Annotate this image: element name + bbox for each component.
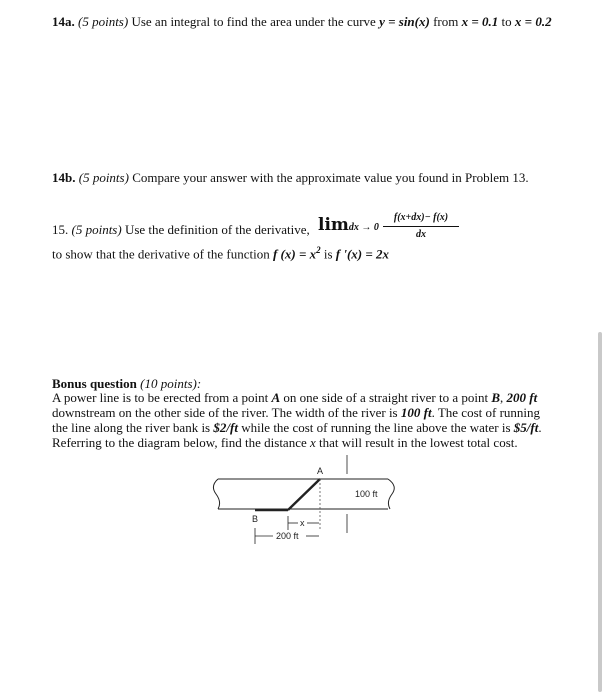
river-left-break xyxy=(213,479,219,509)
river-diagram xyxy=(200,450,410,550)
text-run: A power line is to be erected from a point xyxy=(52,390,272,405)
text-run: x xyxy=(310,435,316,450)
fraction-bar xyxy=(383,226,459,227)
distance-label: 200 ft xyxy=(276,531,299,541)
problem-14a-points: (5 points) xyxy=(78,14,129,29)
bonus-line-3 xyxy=(52,420,542,435)
text-run: on one side of a straight river to a point xyxy=(280,390,492,405)
problem-15-number: 15. xyxy=(52,222,69,237)
problem-14a-text-2: from xyxy=(433,14,459,29)
problem-14a-x-to: x = 0.2 xyxy=(514,14,552,29)
text-run: , xyxy=(500,390,507,405)
problem-15-text-1: Use the definition of the derivative, xyxy=(124,222,310,237)
scrollbar[interactable] xyxy=(598,332,602,692)
derivative-numerator: f(x+dx)− f(x) xyxy=(393,212,449,223)
text-run: while the cost of running the line above the water is xyxy=(237,420,514,435)
width-label: 100 ft xyxy=(355,489,378,499)
problem-14b-number: 14b. xyxy=(52,170,76,185)
text-run: $5/ft xyxy=(513,420,539,435)
problem-14a-text-1: Use an integral to find the area under the curve xyxy=(131,14,376,29)
text-run: 100 ft xyxy=(400,405,432,420)
point-b-label: B xyxy=(252,514,259,524)
bonus-line-2 xyxy=(52,405,540,420)
problem-14a-equation: y = sin(x) xyxy=(379,14,430,29)
bonus-line-4 xyxy=(52,435,518,450)
problem-15-text-2: to show that the derivative of the function xyxy=(52,246,270,262)
power-line-crossing xyxy=(288,479,320,510)
problem-14b xyxy=(52,170,529,185)
text-run: . xyxy=(538,420,542,435)
bonus-heading xyxy=(52,376,201,391)
text-run: $2/ft xyxy=(213,420,238,435)
river-right-break xyxy=(388,479,394,509)
problem-15-points: (5 points) xyxy=(71,222,122,237)
problem-14b-text: Compare your answer with the approximate value you found in Problem 13. xyxy=(132,170,529,185)
text-run: downstream on the other side of the river. The width of the river is xyxy=(52,405,401,420)
problem-14a-x-from: x = 0.1 xyxy=(461,14,499,29)
text-run: Referring to the diagram below, find the distance xyxy=(52,435,310,450)
bonus-title: Bonus question xyxy=(52,376,137,391)
text-run: the line along the river bank is xyxy=(52,420,214,435)
problem-14b-points: (5 points) xyxy=(78,170,129,185)
problem-14a xyxy=(52,14,552,29)
derivative-result: f '(x) = 2x xyxy=(335,246,390,262)
function-exponent: 2 xyxy=(316,245,321,255)
function-definition: f (x) = x xyxy=(272,246,317,262)
bonus-points: (10 points): xyxy=(140,376,202,391)
problem-15-line-1 xyxy=(52,222,310,237)
derivative-denominator: dx xyxy=(416,229,426,240)
problem-15-text-3: is xyxy=(323,246,333,262)
limit-expression xyxy=(318,215,379,235)
problem-14a-text-3: to xyxy=(501,14,512,29)
text-run: A xyxy=(271,390,281,405)
text-run: that will result in the lowest total cost. xyxy=(315,435,518,450)
limit-subscript: dx → 0 xyxy=(348,222,379,233)
problem-15-line-2 xyxy=(52,243,389,261)
limit-symbol: lim xyxy=(318,215,349,235)
text-run: B xyxy=(491,390,501,405)
text-run: . The cost of running xyxy=(431,405,541,420)
problem-14a-number: 14a. xyxy=(52,14,75,29)
bonus-line-1 xyxy=(52,390,537,405)
point-a-label: A xyxy=(317,466,324,476)
text-run: 200 ft xyxy=(506,390,538,405)
x-label: x xyxy=(300,518,305,528)
